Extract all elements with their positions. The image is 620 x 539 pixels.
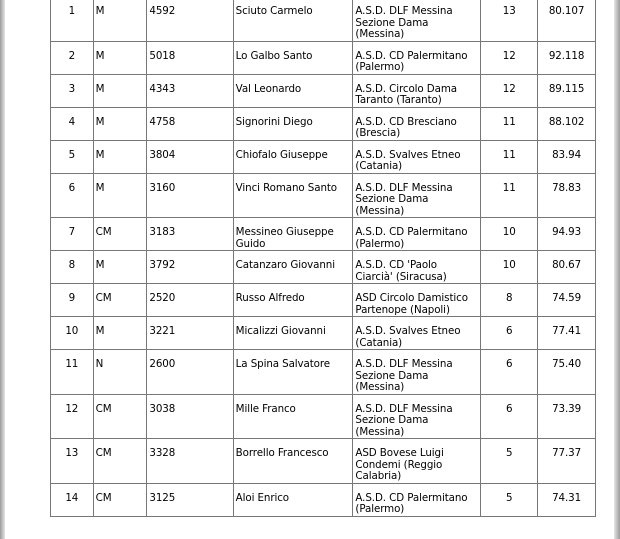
table-row — [51, 350, 595, 395]
title-cell: CM — [94, 484, 148, 517]
title-cell: M — [94, 251, 148, 284]
player-name-cell — [234, 350, 354, 395]
rank-cell: 14 — [51, 484, 94, 517]
score-cell: 75.40 — [538, 350, 595, 395]
rank-cell: 6 — [51, 174, 94, 219]
player-id-cell: 5018 — [147, 42, 233, 75]
rank-cell: 12 — [51, 395, 94, 440]
club-line: A.S.D. CD Bresciano — [355, 115, 457, 128]
club-cell — [353, 350, 481, 395]
club-cell — [353, 284, 481, 317]
points-cell: 5 — [481, 484, 538, 517]
club-cell — [353, 395, 481, 440]
player-name-line: Aloi Enrico — [235, 491, 289, 504]
player-id-cell: 3221 — [147, 317, 233, 350]
club-line: A.S.D. DLF Messina — [355, 358, 453, 370]
table-row — [51, 174, 595, 219]
points-cell: 6 — [481, 350, 538, 395]
title-cell: CM — [94, 218, 148, 251]
title-cell: M — [94, 75, 148, 108]
club-line: Sezione Dama — [355, 193, 429, 205]
club-line: (Palermo) — [355, 503, 405, 515]
rank-cell: 5 — [51, 141, 94, 174]
player-name-cell — [234, 284, 354, 317]
player-name-line: Val Leonardo — [235, 82, 302, 95]
player-name-line: Chiofalo Giuseppe — [235, 148, 328, 161]
club-line: A.S.D. CD Palermitano — [355, 491, 468, 504]
rank-cell: 9 — [51, 284, 94, 317]
points-cell: 10 — [481, 218, 538, 251]
rank-cell: 7 — [51, 218, 94, 251]
club-line: ASD Circolo Damistico — [355, 292, 468, 304]
club-cell — [353, 42, 481, 75]
points-cell: 13 — [481, 0, 538, 42]
table-row — [51, 75, 595, 108]
score-cell: 88.102 — [538, 108, 595, 141]
player-name-line: Russo Alfredo — [235, 292, 305, 304]
club-line: Sezione Dama — [355, 414, 429, 426]
points-cell: 12 — [481, 42, 538, 75]
points-cell: 6 — [481, 395, 538, 440]
club-line: A.S.D. Circolo Dama — [355, 82, 457, 95]
club-cell — [353, 218, 481, 251]
club-line: A.S.D. DLF Messina — [355, 181, 453, 194]
player-id-cell: 3038 — [147, 395, 233, 440]
score-cell: 73.39 — [538, 395, 595, 440]
player-name-cell — [234, 395, 354, 440]
rank-cell: 2 — [51, 42, 94, 75]
player-name-line: Signorini Diego — [235, 115, 313, 128]
player-name-line: Guido — [235, 237, 266, 250]
score-cell: 77.41 — [538, 317, 595, 350]
player-id-cell: 3183 — [147, 218, 233, 251]
club-cell — [353, 0, 481, 42]
table-row — [51, 439, 595, 484]
score-cell: 94.93 — [538, 218, 595, 251]
player-name-cell — [234, 484, 354, 517]
club-line: (Messina) — [355, 381, 405, 393]
title-cell: CM — [94, 284, 148, 317]
player-id-cell: 2520 — [147, 284, 233, 317]
player-name-line: Mille Franco — [235, 402, 296, 415]
title-cell: M — [94, 0, 148, 42]
club-line: (Catania) — [355, 336, 403, 349]
table-row — [51, 42, 595, 75]
score-cell: 80.107 — [538, 0, 595, 42]
standings-table-body — [51, 0, 595, 517]
club-line: (Messina) — [355, 204, 405, 217]
player-id-cell: 3328 — [147, 439, 233, 484]
rank-cell: 8 — [51, 251, 94, 284]
player-name-cell — [234, 439, 354, 484]
table-row — [51, 251, 595, 284]
club-line: A.S.D. DLF Messina — [355, 5, 453, 17]
rank-cell: 1 — [51, 0, 94, 42]
player-name-cell — [234, 141, 354, 174]
club-line: Condemi (Reggio — [355, 458, 443, 471]
player-name-line: La Spina Salvatore — [235, 358, 331, 370]
club-line: (Messina) — [355, 28, 405, 40]
score-cell: 74.59 — [538, 284, 595, 317]
player-name-line: Catanzaro Giovanni — [235, 259, 335, 271]
score-cell: 77.37 — [538, 439, 595, 484]
points-cell: 10 — [481, 251, 538, 284]
club-line: Sezione Dama — [355, 16, 429, 29]
title-cell: CM — [94, 395, 148, 440]
club-cell — [353, 317, 481, 350]
club-line: (Messina) — [355, 425, 405, 438]
club-line: Ciarcià' (Siracusa) — [355, 270, 447, 283]
player-id-cell: 4343 — [147, 75, 233, 108]
table-row — [51, 484, 595, 517]
club-line: A.S.D. DLF Messina — [355, 402, 453, 415]
club-line: Calabria) — [355, 470, 402, 482]
player-id-cell: 2600 — [147, 350, 233, 395]
player-id-cell: 3125 — [147, 484, 233, 517]
viewer-right-shadow — [614, 0, 620, 539]
player-name-cell — [234, 174, 354, 219]
club-line: Partenope (Napoli) — [355, 303, 450, 316]
score-cell: 80.67 — [538, 251, 595, 284]
standings-table — [50, 0, 596, 517]
club-cell — [353, 75, 481, 108]
points-cell: 5 — [481, 439, 538, 484]
club-line: A.S.D. Svalves Etneo — [355, 325, 461, 337]
club-cell — [353, 251, 481, 284]
player-name-cell — [234, 251, 354, 284]
player-id-cell: 4758 — [147, 108, 233, 141]
table-row — [51, 141, 595, 174]
player-name-cell — [234, 0, 354, 42]
player-name-line: Messineo Giuseppe — [235, 226, 334, 238]
rank-cell: 10 — [51, 317, 94, 350]
player-name-cell — [234, 218, 354, 251]
title-cell: N — [94, 350, 148, 395]
club-line: (Palermo) — [355, 61, 405, 73]
table-row — [51, 395, 595, 440]
score-cell: 74.31 — [538, 484, 595, 517]
points-cell: 12 — [481, 75, 538, 108]
club-cell — [353, 484, 481, 517]
player-id-cell: 3804 — [147, 141, 233, 174]
table-row — [51, 317, 595, 350]
score-cell: 89.115 — [538, 75, 595, 108]
title-cell: M — [94, 317, 148, 350]
club-cell — [353, 439, 481, 484]
player-name-line: Vinci Romano Santo — [235, 181, 338, 194]
rank-cell: 3 — [51, 75, 94, 108]
points-cell: 11 — [481, 108, 538, 141]
score-cell: 78.83 — [538, 174, 595, 219]
club-line: A.S.D. CD Palermitano — [355, 226, 468, 238]
player-id-cell: 4592 — [147, 0, 233, 42]
club-line: A.S.D. Svalves Etneo — [355, 148, 461, 161]
table-row — [51, 0, 595, 42]
player-name-line: Sciuto Carmelo — [235, 5, 313, 17]
player-name-cell — [234, 42, 354, 75]
club-line: (Brescia) — [355, 127, 401, 139]
player-name-line: Micalizzi Giovanni — [235, 325, 326, 337]
rank-cell: 11 — [51, 350, 94, 395]
points-cell: 8 — [481, 284, 538, 317]
score-cell: 92.118 — [538, 42, 595, 75]
score-cell: 83.94 — [538, 141, 595, 174]
club-line: A.S.D. CD Palermitano — [355, 49, 468, 62]
table-row — [51, 108, 595, 141]
points-cell: 6 — [481, 317, 538, 350]
club-line: ASD Bovese Luigi — [355, 447, 444, 459]
title-cell: M — [94, 141, 148, 174]
club-line: (Catania) — [355, 160, 403, 172]
player-name-line: Borrello Francesco — [235, 447, 329, 459]
table-row — [51, 218, 595, 251]
table-row — [51, 284, 595, 317]
points-cell: 11 — [481, 174, 538, 219]
club-line: Sezione Dama — [355, 369, 429, 382]
player-name-cell — [234, 75, 354, 108]
player-name-line: Lo Galbo Santo — [235, 49, 313, 62]
player-name-cell — [234, 108, 354, 141]
club-line: A.S.D. CD 'Paolo — [355, 259, 437, 271]
title-cell: M — [94, 42, 148, 75]
title-cell: CM — [94, 439, 148, 484]
player-id-cell: 3160 — [147, 174, 233, 219]
club-line: Taranto (Taranto) — [355, 94, 442, 106]
title-cell: M — [94, 108, 148, 141]
club-cell — [353, 174, 481, 219]
club-line: (Palermo) — [355, 237, 405, 250]
rank-cell: 4 — [51, 108, 94, 141]
title-cell: M — [94, 174, 148, 219]
club-cell — [353, 141, 481, 174]
document-page — [5, 0, 614, 539]
player-name-cell — [234, 317, 354, 350]
points-cell: 11 — [481, 141, 538, 174]
player-id-cell: 3792 — [147, 251, 233, 284]
rank-cell: 13 — [51, 439, 94, 484]
club-cell — [353, 108, 481, 141]
